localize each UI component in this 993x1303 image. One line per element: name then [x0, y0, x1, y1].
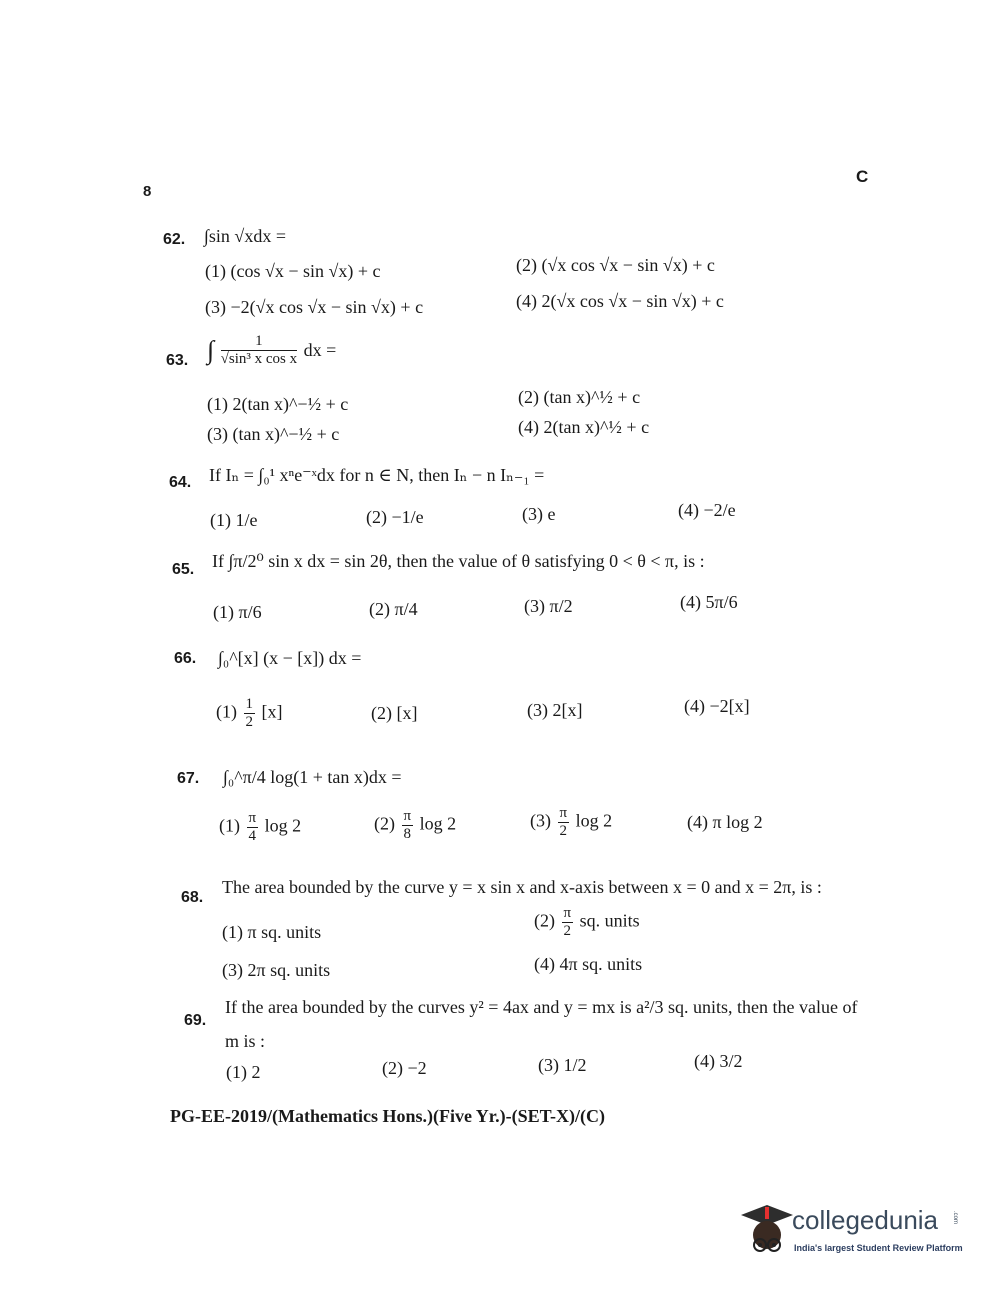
page-number: 8 [143, 183, 152, 200]
question-stem: If the area bounded by the curves y² = 4ax and y = mx is a²/3 sq. units, then the value of [225, 997, 858, 1017]
option-term: log 2 [575, 810, 613, 831]
fraction [558, 806, 570, 839]
question-number: 62. [163, 231, 186, 248]
option-2: (2) −2 [382, 1058, 427, 1078]
fraction [402, 809, 414, 842]
fraction [247, 811, 259, 844]
option-1: (1) 1/e [210, 510, 258, 530]
question-number: 69. [184, 1012, 207, 1029]
option-4: (4) π log 2 [687, 812, 763, 832]
option-4: (4) 3/2 [694, 1051, 743, 1071]
option-2 [374, 809, 456, 842]
footer-exam-code: PG-EE-2019/(Mathematics Hons.)(Five Yr.)-(SET-X)/(C) [170, 1106, 605, 1126]
option-term: log 2 [264, 815, 302, 836]
denominator: 8 [403, 826, 412, 842]
denominator: 2 [559, 823, 568, 839]
question-stem [207, 334, 336, 367]
logo-tagline: India's largest Student Review Platform [794, 1243, 963, 1253]
option-label: (1) [216, 701, 237, 722]
option-4: (4) −2/e [678, 500, 736, 520]
option-1: (1) 2(tan x)^−½ + c [207, 394, 349, 414]
question-stem: The area bounded by the curve y = x sin x and x-axis between x = 0 and x = 2π, is : [222, 877, 822, 897]
question-number: 64. [169, 474, 192, 491]
stem-numerator: 1 [221, 334, 297, 351]
question-number: 63. [166, 352, 189, 369]
option-term: log 2 [419, 813, 457, 834]
denominator: 2 [563, 923, 572, 939]
numerator: π [559, 805, 568, 821]
stem-differential: dx = [303, 340, 337, 360]
option-1: (1) π sq. units [222, 922, 322, 942]
question-stem: If ∫π/2⁰ sin x dx = sin 2θ, then the value of θ satisfying 0 < θ < π, is : [212, 551, 705, 571]
integral-sign: ∫ [207, 335, 215, 365]
stem-denominator: √sin³ x cos x [220, 351, 298, 367]
option-4: (4) 4π sq. units [534, 954, 643, 974]
question-stem: ∫₀^[x] (x − [x]) dx = [218, 648, 362, 668]
option-4: (4) 5π/6 [680, 592, 738, 612]
option-3: (3) e [522, 504, 556, 524]
option-3: (3) −2(√x cos √x − sin √x) + c [205, 297, 424, 317]
option-1: (1) (cos √x − sin √x) + c [205, 261, 381, 281]
option-label: (1) [219, 815, 240, 836]
option-3: (3) 1/2 [538, 1055, 587, 1075]
question-number: 67. [177, 770, 200, 787]
numerator: π [403, 808, 412, 824]
option-label: (3) [530, 810, 551, 831]
option-2: (2) −1/e [366, 507, 424, 527]
logo-suffix: .com [952, 1211, 958, 1225]
option-3: (3) 2π sq. units [222, 960, 331, 980]
question-stem: If Iₙ = ∫₀¹ xⁿe⁻ˣdx for n ∈ N, then Iₙ − n Iₙ₋₁ = [209, 465, 545, 485]
option-4: (4) 2(√x cos √x − sin √x) + c [516, 291, 724, 311]
option-2 [534, 906, 640, 939]
option-term: sq. units [579, 910, 640, 931]
denominator: 4 [248, 828, 257, 844]
fraction [562, 906, 574, 939]
option-2: (2) π/4 [369, 599, 418, 619]
option-2: (2) (tan x)^½ + c [518, 387, 641, 407]
numerator: π [563, 905, 572, 921]
collegedunia-logo [737, 1197, 967, 1267]
option-3: (3) (tan x)^−½ + c [207, 424, 340, 444]
option-1: (1) π/6 [213, 602, 262, 622]
question-stem: ∫sin √xdx = [204, 226, 286, 246]
option-2: (2) [x] [371, 703, 418, 723]
option-3 [530, 806, 612, 839]
option-1 [216, 697, 283, 730]
option-term: [x] [261, 701, 283, 722]
numerator: π [248, 810, 257, 826]
question-stem: ∫₀^π/4 log(1 + tan x)dx = [223, 767, 402, 787]
mascot-icon [737, 1199, 797, 1263]
question-number: 65. [172, 561, 195, 578]
set-code: C [856, 167, 869, 186]
numerator: 1 [245, 696, 253, 712]
option-4: (4) 2(tan x)^½ + c [518, 417, 650, 437]
question-number: 68. [181, 889, 204, 906]
question-stem-line-2: m is : [225, 1031, 266, 1051]
option-2: (2) (√x cos √x − sin √x) + c [516, 255, 715, 275]
option-label: (2) [534, 910, 555, 931]
fraction-half [244, 697, 256, 730]
option-3: (3) 2[x] [527, 700, 583, 720]
option-4: (4) −2[x] [684, 696, 750, 716]
stem-fraction [221, 334, 297, 367]
option-1 [219, 811, 301, 844]
option-1: (1) 2 [226, 1062, 261, 1082]
denominator: 2 [245, 714, 253, 730]
option-label: (2) [374, 813, 395, 834]
question-number: 66. [174, 650, 197, 667]
logo-wordmark: collegedunia [792, 1205, 939, 1235]
option-3: (3) π/2 [524, 596, 573, 616]
